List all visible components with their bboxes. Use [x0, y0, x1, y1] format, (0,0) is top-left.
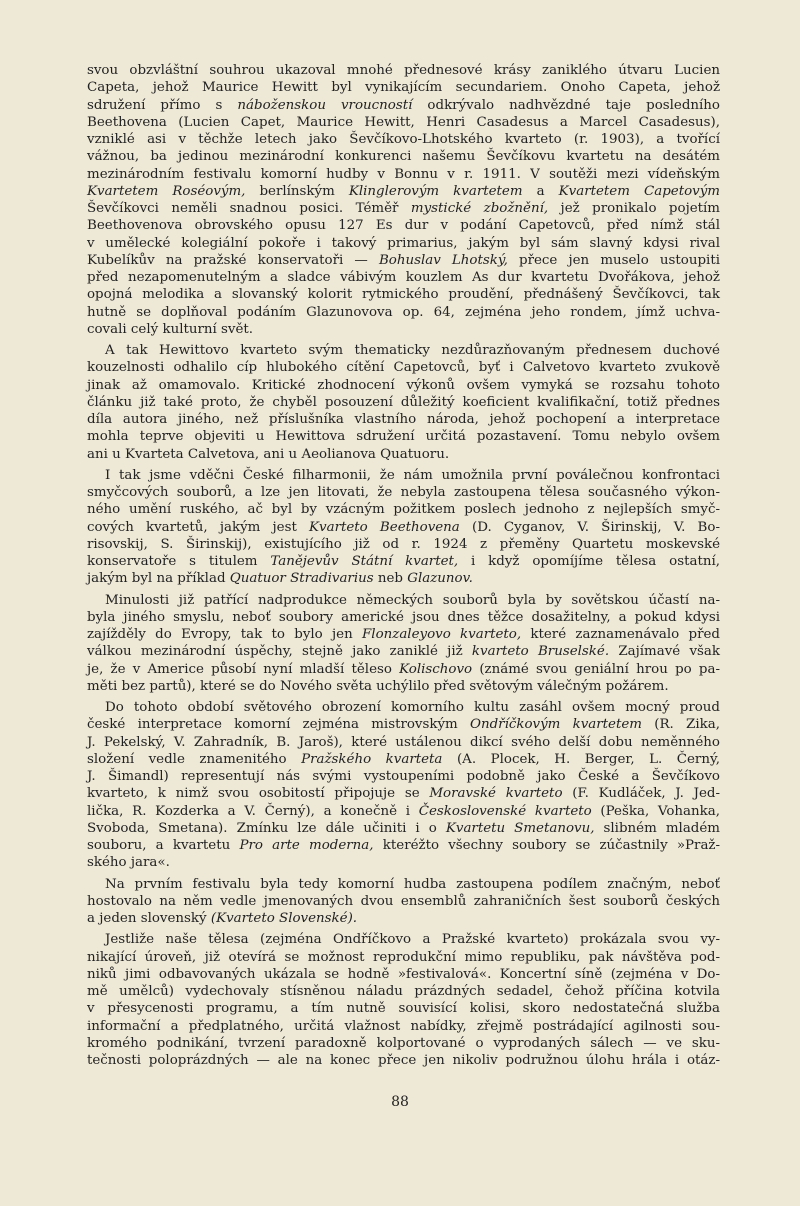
text: zajížděly do Evropy, tak to bylo jen [87, 627, 362, 642]
text: (F. Kudláček, J. Jed- [562, 786, 720, 802]
text: (Peška, Vohanka, [591, 803, 721, 819]
paragraph [87, 876, 720, 928]
text: mohla teprve objeviti u Hewittova sdružení určitá pozastavení. Tomu nebylo ovšem [87, 429, 720, 445]
text: konservatoře s titulem [87, 554, 271, 569]
text: Ševčíkovci neměli snadnou posici. Téměř [87, 201, 411, 216]
text: ného umění ruského, ač byl by vzácným požitkem poslech jednoho z nejlepších smyč- [87, 502, 720, 518]
italic-text: Kvartetem Capetovým [558, 183, 720, 199]
text-line [87, 166, 720, 183]
text: Na prvním festivalu byla tedy komorní hudba zastoupena podílem značným, neboť [105, 876, 720, 892]
text: české interpretace komorní zejména mistrovským [87, 717, 470, 733]
text: nikající úroveň, již otevírá se možnost reprodukční mimo republiku, pak návštěva pod- [87, 949, 720, 965]
text: (známé svou geniální hrou po pa- [472, 661, 721, 677]
text: kromého podnikání, tvrzení paradoxně kolportované o vyprodaných sálech — ve sku- [87, 1035, 720, 1051]
text-line [87, 131, 720, 148]
text-line [87, 342, 720, 359]
text: vážnou, ba jedinou mezinárodní konkurenci našemu Ševčíkovu kvartetu na desátém [87, 149, 720, 165]
text: neb [373, 571, 408, 587]
text-line [87, 377, 720, 394]
text: Minulosti již patřící nadprodukce německých souborů byla by sovětskou účastí na- [105, 592, 720, 608]
text: vzniklé asi v těchže letech jako Ševčíkovo-Lhotského kvarteto (r. 1903), a tvořící [87, 132, 720, 147]
text-line [87, 876, 720, 893]
text-line [87, 1035, 720, 1052]
text: svou obzvláštní souhrou ukazoval mnohé přednesové krásy zaniklého útvaru Lucien [87, 63, 720, 78]
text-line [87, 359, 720, 376]
text-line [87, 699, 720, 716]
text-line [87, 1018, 720, 1035]
text-line [87, 785, 720, 802]
text: risovskij, S. Širinskij), existujícího již od r. 1924 z přeměny Quartetu moskevské [87, 536, 720, 552]
text-line [87, 519, 720, 536]
italic-text: Flonzaleyovo kvarteto, [362, 627, 522, 642]
text-line [87, 252, 720, 269]
text-line [87, 269, 720, 286]
text-line [87, 304, 720, 321]
italic-text: Quatuor Stradivarius [229, 571, 374, 587]
text: (A. Plocek, H. Berger, L. Černý, [442, 751, 720, 767]
text-line [87, 931, 720, 948]
text: J. Pekelský, V. Zahradník, B. Jaroš), které ustálenou dikcí svého delší dobu neměnného [87, 734, 720, 750]
text: je, že v Americe působí nyní mladší těleso [87, 661, 400, 677]
text-line [87, 286, 720, 303]
text: kteréžto všechny soubory se zúčastnily »Praž- [373, 838, 721, 853]
text: měti bez partů), které se do Nového světa uchýlilo před světovým válečným požárem. [87, 678, 669, 694]
text-line [87, 983, 720, 1000]
text: berlínským [245, 183, 349, 199]
text: sdružení přímo s [87, 97, 238, 113]
text: článku již také proto, že chyběl posouzení důležitý koeficient kvalifikační, totiž přednes [87, 394, 720, 410]
italic-text: Kvarteto Beethovena [309, 519, 460, 535]
text-line [87, 148, 720, 165]
text: souboru, a kvartetu [87, 838, 240, 853]
text-line [87, 661, 720, 678]
paragraph [87, 592, 720, 696]
paragraph [87, 467, 720, 588]
text-line [87, 1000, 720, 1017]
text-line [87, 235, 720, 252]
text-line [87, 428, 720, 445]
text: mezinárodním festivalu komorní hudby v Bonnu v r. 1911. V soutěži mezi vídeňským [87, 166, 720, 182]
text: J. Šimandl) representují nás svými vystoupeními podobně jako České a Ševčíkovo [87, 769, 720, 784]
text-line [87, 854, 720, 871]
text: mě umělců) vydechovaly stísněnou náladu prázdných sedadel, čehož příčina kotvila [87, 984, 720, 999]
italic-text: Moravské kvarteto [429, 786, 563, 802]
text-line [87, 910, 720, 927]
text: odkrývalo nadhvězdné taje posledního [412, 97, 720, 113]
text: informační a předplatného, určitá vlažnost nabídky, zřejmě postrádající agilnosti sou- [87, 1018, 720, 1034]
italic-text: Ondříčkovým kvartetem [470, 717, 642, 733]
text-line [87, 803, 720, 820]
text: před nezapomenutelným a sladce vábivým kouzlem As dur kvartetu Dvořákova, jehož [87, 270, 720, 285]
text: Beethovenova obrovského opusu 127 Es dur v podání Capetovců, před nímž stál [87, 218, 720, 234]
text-line [87, 837, 720, 854]
text-line [87, 114, 720, 131]
text: slibném mladém [594, 820, 720, 836]
text-line [87, 1052, 720, 1069]
text: (R. Zika, [641, 717, 720, 733]
text-line [87, 893, 720, 910]
text: lička, R. Kozderka a V. Černý), a konečně i [87, 803, 419, 819]
text-line [87, 626, 720, 643]
italic-text: Glazunov. [407, 571, 473, 587]
text-line [87, 751, 720, 768]
text-line [87, 536, 720, 553]
italic-text: Pražského kvarteta [301, 751, 443, 767]
text: Zajímavé však [609, 644, 720, 660]
italic-text: Tanějevův Státní kvartet, [270, 554, 459, 569]
text: jež pronikalo pojetím [548, 201, 721, 216]
text-line [87, 467, 720, 484]
paragraph [87, 699, 720, 872]
text-line [87, 394, 720, 411]
italic-text: Pro arte moderna, [239, 838, 374, 853]
paragraph [87, 342, 720, 463]
text-line [87, 678, 720, 695]
text-line [87, 643, 720, 660]
text-line [87, 183, 720, 200]
text: Do tohoto období světového obrození komorního kultu zasáhl ovšem mocný proud [105, 700, 720, 715]
text-line [87, 446, 720, 463]
text: přece jen muselo ustoupiti [507, 252, 720, 268]
text: cových kvartetů, jakým jest [87, 519, 310, 535]
text: I tak jsme vděčni České filharmonii, že nám umožnila první poválečnou konfrontaci [105, 467, 720, 483]
italic-text: Československé kvarteto [418, 803, 592, 819]
text-line [87, 820, 720, 837]
text-line [87, 321, 720, 338]
text-line [87, 609, 720, 626]
text: ského jara«. [87, 855, 170, 871]
italic-text: kvarteto Bruselské. [471, 644, 610, 660]
text: díla autora jiného, než příslušníka vlastního národa, jehož pochopení a interpretace [87, 412, 720, 427]
text: ani u Kvarteta Calvetova, ani u Aeolianova Quatuoru. [87, 446, 450, 462]
italic-text: Kolischovo [399, 661, 473, 677]
text: Kubelíkův na pražské konservatoři — [87, 252, 379, 268]
page-number: 88 [391, 1094, 409, 1110]
italic-text: Klinglerovým kvartetem [348, 183, 523, 199]
text: hostovalo na něm vedle jmenovaných dvou ensemblů zahraničních šest souborů českých [87, 893, 720, 909]
text: jakým byl na příklad [87, 571, 230, 587]
text: Jestliže naše tělesa (zejména Ondříčkovo a Pražské kvarteto) prokázala svou vy- [105, 932, 720, 948]
text: jinak až omamovalo. Kritické zhodnocení výkonů ovšem vymyká se rozsahu tohoto [87, 377, 720, 393]
italic-text: Kvartetem Roséovým, [87, 183, 246, 199]
article-body [87, 62, 720, 1069]
text: složení vedle znamenitého [87, 751, 302, 767]
text-line [87, 716, 720, 733]
text-line [87, 217, 720, 234]
text-line [87, 501, 720, 518]
text-line [87, 966, 720, 983]
text: v přesycenosti programu, a tím nutně souvisící kolisi, skoro nedostatečná služba [87, 1001, 720, 1017]
text: A tak Hewittovo kvarteto svým thematicky nezdůrazňovaným přednesem duchové [105, 343, 720, 358]
text: i když opomíjíme tělesa ostatní, [458, 554, 720, 569]
italic-text: mystické zbožnění, [410, 201, 549, 216]
text-line [87, 200, 720, 217]
paragraph [87, 62, 720, 338]
italic-text: Kvartetu Smetanovu, [445, 820, 595, 836]
text: covali celý kulturní svět. [87, 321, 254, 337]
text-line [87, 97, 720, 114]
text: opojná melodika a slovanský kolorit rytmického proudění, přednášený Ševčíkovci, tak [87, 287, 720, 303]
text: Capeta, jehož Maurice Hewitt byl vynikajícím secundariem. Onoho Capeta, jehož [87, 80, 720, 96]
text-line [87, 411, 720, 428]
italic-text: Bohuslav Lhotský, [378, 252, 508, 268]
text: hutně se doplňoval podáním Glazunovova op. 64, zejména jeho rondem, jímž uchva- [87, 304, 720, 320]
text: tečnosti poloprázdných — ale na konec přece jen nikoliv podružnou úlohu hrála i otáz- [87, 1053, 720, 1068]
text: a [522, 183, 559, 199]
italic-text: náboženskou vroucností [237, 97, 413, 113]
text: (D. Cyganov, V. Širinskij, V. Bo- [459, 519, 720, 535]
text: kvarteto, k nimž svou osobitostí připojuje se [87, 786, 430, 802]
text-line [87, 553, 720, 570]
text-line [87, 734, 720, 751]
text: a jeden slovenský [87, 911, 211, 926]
text: válkou mezinárodní úspěchy, stejně jako zaniklé již [87, 644, 472, 660]
text-line [87, 62, 720, 79]
text-line [87, 79, 720, 96]
text-line [87, 768, 720, 785]
text: v umělecké kolegiální pokoře i takový primarius, jakým byl sám slavný kdysi rival [87, 235, 720, 251]
italic-text: (Kvarteto Slovenské). [210, 911, 358, 926]
text: kouzelnosti odhalilo cíp hlubokého cítění Capetovců, byť i Calvetovo kvarteto zvukově [87, 360, 720, 376]
text-line [87, 592, 720, 609]
paragraph [87, 931, 720, 1069]
text: byla jiného smyslu, neboť soubory americké jsou dnes těžce dosažitelny, a pokud kdysi [87, 609, 720, 625]
text-line [87, 484, 720, 501]
text: niků jimi odbavovaných ukázala se hodně »festivalová«. Koncertní síně (zejména v Do- [87, 966, 720, 982]
text-line [87, 570, 720, 587]
text: které zaznamenávalo před [521, 627, 720, 642]
text: Beethovena (Lucien Capet, Maurice Hewitt, Henri Casadesus a Marcel Casadesus), [87, 114, 720, 130]
text-line [87, 949, 720, 966]
text: Svoboda, Smetana). Zmínku lze dále učiniti i o [87, 820, 446, 836]
text: smyčcových souborů, a lze jen litovati, že nebyla zastoupena tělesa současného výkon- [87, 485, 720, 500]
